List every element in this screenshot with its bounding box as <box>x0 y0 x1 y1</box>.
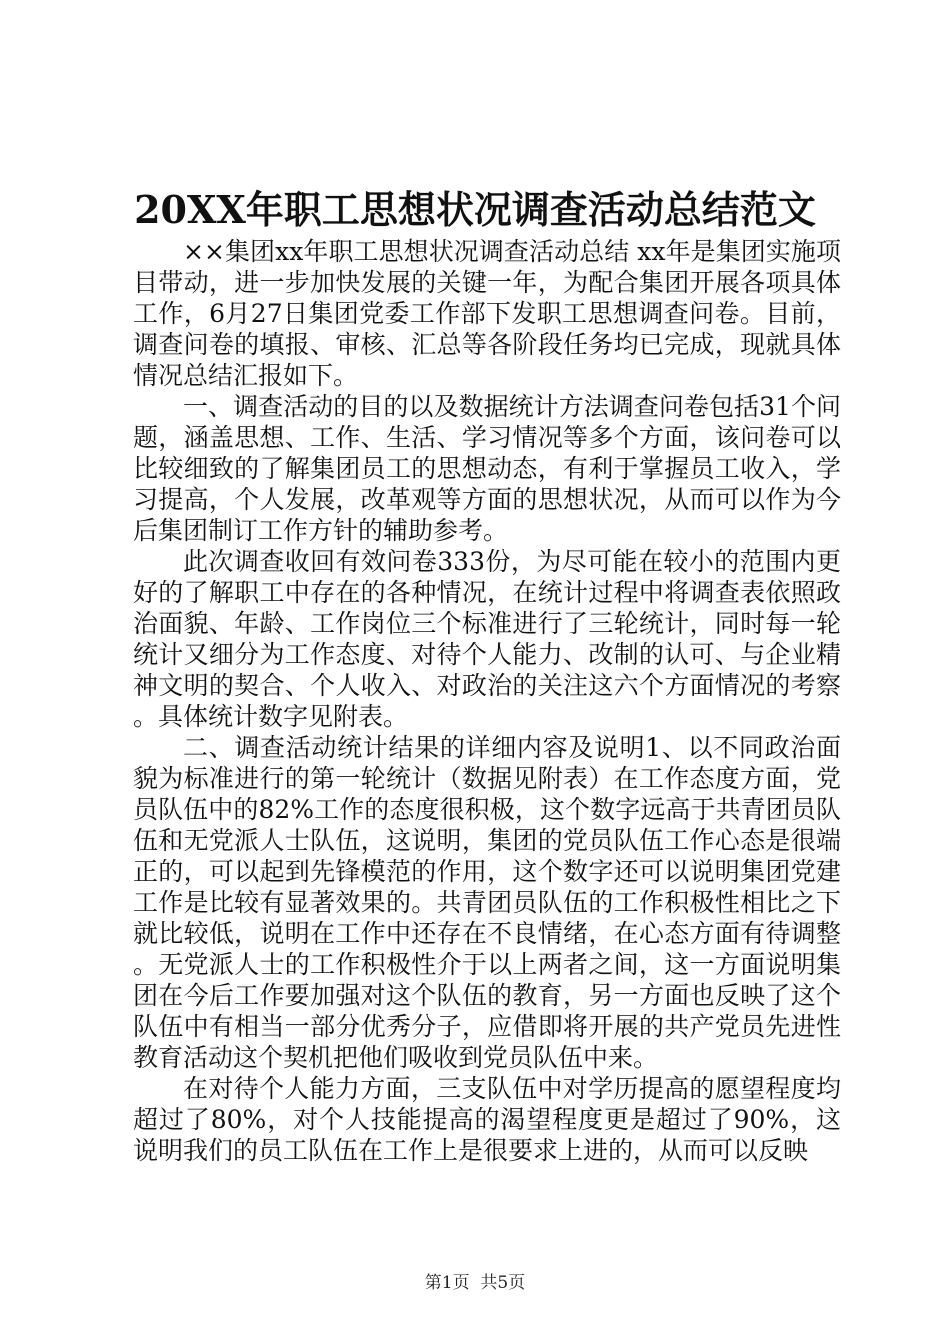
page-footer: 第1页 共5页 <box>424 1273 526 1293</box>
document-body <box>133 236 841 1166</box>
paragraph-intro: ××集团xx年职工思想状况调查活动总结 xx年是集团实施项目带动，进一步加快发展的关键一年，为配合集团开展各项具体工作，6月27日集团党委工作部下发职工思想调查问卷。目前，调查问卷的填报、审核、汇总等各阶段任务均已完成，现就具体情况总结汇报如下。 <box>133 237 841 390</box>
document-title: 20XX年职工思想状况调查活动总结范文 <box>134 187 816 232</box>
paragraph-survey-stats: 此次调查收回有效问卷333份，为尽可能在较小的范围内更好的了解职工中存在的各种情况，在统计过程中将调查表依照政治面貌、年龄、工作岗位三个标准进行了三轮统计，同时每一轮统计又细分为工作态度、对待个人能力、改制的认可、与企业精神文明的契合、个人收入、对政治的关注这六个方面情况的考察。具体统计数字见附表。 <box>133 547 841 731</box>
paragraph-purpose-method: 一、调查活动的目的以及数据统计方法调查问卷包括31个问题，涵盖思想、工作、生活、学习情况等多个方面，该问卷可以比较细致的了解集团员工的思想动态，有利于掌握员工收入，学习提高，个人发展，改革观等方面的思想状况，从而可以作为今后集团制订工作方针的辅助参考。 <box>133 392 841 545</box>
paragraph-personal-ability: 在对待个人能力方面，三支队伍中对学历提高的愿望程度均超过了80%，对个人技能提高的渴望程度更是超过了90%，这说明我们的员工队伍在工作上是很要求上进的，从而可以反映 <box>133 1074 841 1165</box>
paragraph-results-round-one: 二、调查活动统计结果的详细内容及说明1、以不同政治面貌为标准进行的第一轮统计（数据见附表）在工作态度方面，党员队伍中的82%工作的态度很积极，这个数字远高于共青团员队伍和无党派人士队伍，这说明，集团的党员队伍工作心态是很端正的，可以起到先锋模范的作用，这个数字还可以说明集团党建工作是比较有显著效果的。共青团员队伍的工作积极性相比之下就比较低，说明在工作中还存在不良情绪，在心态方面有待调整。无党派人士的工作积极性介于以上两者之间，这一方面说明集团在今后工作要加强对这个队伍的教育，另一方面也反映了这个队伍中有相当一部分优秀分子，应借即将开展的共产党员先进性教育活动这个契机把他们吸收到党员队伍中来。 <box>133 733 841 1072</box>
